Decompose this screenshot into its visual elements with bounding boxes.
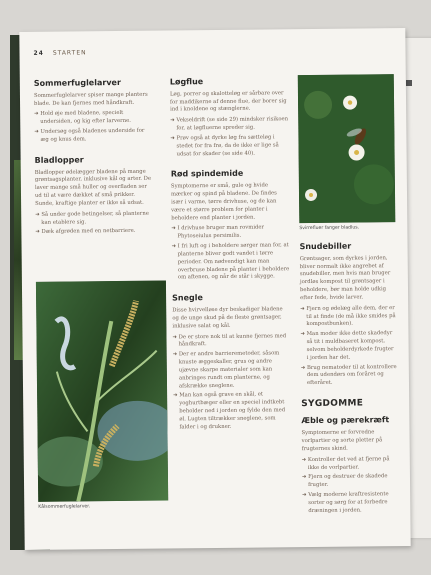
bullet: ➜ Så under gode betingelser, så planterne kan etablere sig. [35,210,149,226]
caterpillar-photo [36,281,168,502]
bullet: ➜ Vekseldrift (se side 29) mindsker risikoen for, at løgfluerne spreder sig. [170,116,289,132]
heading-sygdomme: SYGDOMME [301,398,364,410]
bullet: ➜ Brug nematoder til at kontrollere dem udendørs om foråret og efteråret. [300,363,397,387]
caption-right: Svirrefluer fanger bladlus. [299,225,360,232]
bullet: ➜ Undersøg også bladenes underside for æg og knus dem. [34,127,145,143]
paragraph: Symptomerne er små, gule og hvide mærker og spind på bladene. De findes især i varme, tørre drivhuse, og de kan være et større problem for planter i beholdere end planter i jorden. [170,182,277,222]
bullet: ➜ I fri luft og i beholdere sørger man for, at planterne bliver godt vandet i tørre perioder. Om nødvendigt kan man overbruse bladene på planter i beholdere om aftenen, og når de står i skygge. [171,242,290,281]
page-number: 24 [33,49,44,57]
book-page [19,28,410,550]
paragraph: Symptomerne er forvredne vorlpartier og sorte pletter på frugternes skind. [301,429,383,452]
bullet: ➜ Fjern og ødelæg alle dem, der er til at finde (de må ikke smides på kompostbunken). [300,304,396,328]
paragraph: Disse hvirvelløse dyr beskadiger bladene og de unge skud på de fleste grøntsager, inklusive salat og kål. [172,306,283,330]
paragraph: Grøntsager, som dyrkes i jorden, bliver normalt ikke angrebet af snudebiller, men hvis man bruger jordløs kompost til grøntsager i beholdere, bør man holde udkig efter fede, hvide larver. [299,255,391,302]
paragraph: Bladlopper ødelægger bladene på mange grøntsagsplanter, inklusive kål og arter. De laver mange små huller og overfladen ser ud til at være dækket af små prikker. Sunde, kraftige planter er ikke så udsat. [34,168,152,207]
heading-sommerfuglelarver: Sommerfuglelarver [33,77,121,88]
hoverfly-photo [298,74,396,223]
column-left [34,77,156,239]
bullet: ➜ De er store nok til at kunne fjernes med håndkraft. [172,332,287,348]
column-middle [170,75,292,434]
bullet: ➜ Der er andre barrieremetoder, såsom knuste æggeskaller, grus og andre ujævne skarpe materialer som kan anbringes rundt om planterne, og afskrække sneglene. [172,350,280,389]
paragraph: Sommerfuglelarver spiser mange planters blade. De kan fjernes med håndkraft. [33,91,148,107]
bullet: ➜ Kontroller det ved at fjerne på ikke de vorlpartier. [301,455,390,471]
heading-rod-spindemide: Rød spindemide [170,169,244,179]
column-right [300,240,399,517]
heading-snudebiller: Snudebiller [299,241,352,252]
bullet: ➜ Man kan også grave en skål, et yoghurtbæger eller en speciel indtkebt beholder ned i jorden og fylde den med øl. Lugten tiltrækker sneglene, som falder i og drukner. [173,391,286,431]
bullet: ➜ Hold øje med bladene, specielt undersiden, og kig efter larverne. [34,110,131,126]
bullet: ➜ Man moder ikke dette skadedyr så tit i muldbaseret kompost, selvom beholderdyrkede frugter i jorden har det. [300,330,394,361]
bullet: ➜ Vælg moderne kraftresistente sorter og sørg for at forbedre dræningen i jorden. [302,491,389,514]
bullet: ➜ Dæk afgrøden med en netbarriere. [35,228,136,236]
heading-snegle: Snegle [172,293,203,303]
running-header [33,49,86,57]
bullet: ➜ Prøv også at dyrke løg fra sætteløg i stedet for fra frø, da de ikke er lige så udsat for skader (se side 40). [170,134,279,158]
bullet: ➜ Fjern og destruer de skadede frugter. [301,473,388,489]
heading-logflue: Løgflue [169,77,204,87]
paragraph: Løg, porrer og skalotteløg er sårbare over for maddikerne af denne flue, der borer sig ind i knoldene og stænglerne. [169,90,287,113]
section-name: STARTEN [52,49,87,57]
heading-bladlopper: Bladlopper [34,155,84,165]
bullet: ➜ I drivhuse bruger man rovmider Phytoseiulus persimilis. [171,224,265,240]
heading-aeble-paerekraeft: Æble og pærekræft [301,415,390,426]
caption-left: Kålsommerfuglelarver. [38,504,91,510]
